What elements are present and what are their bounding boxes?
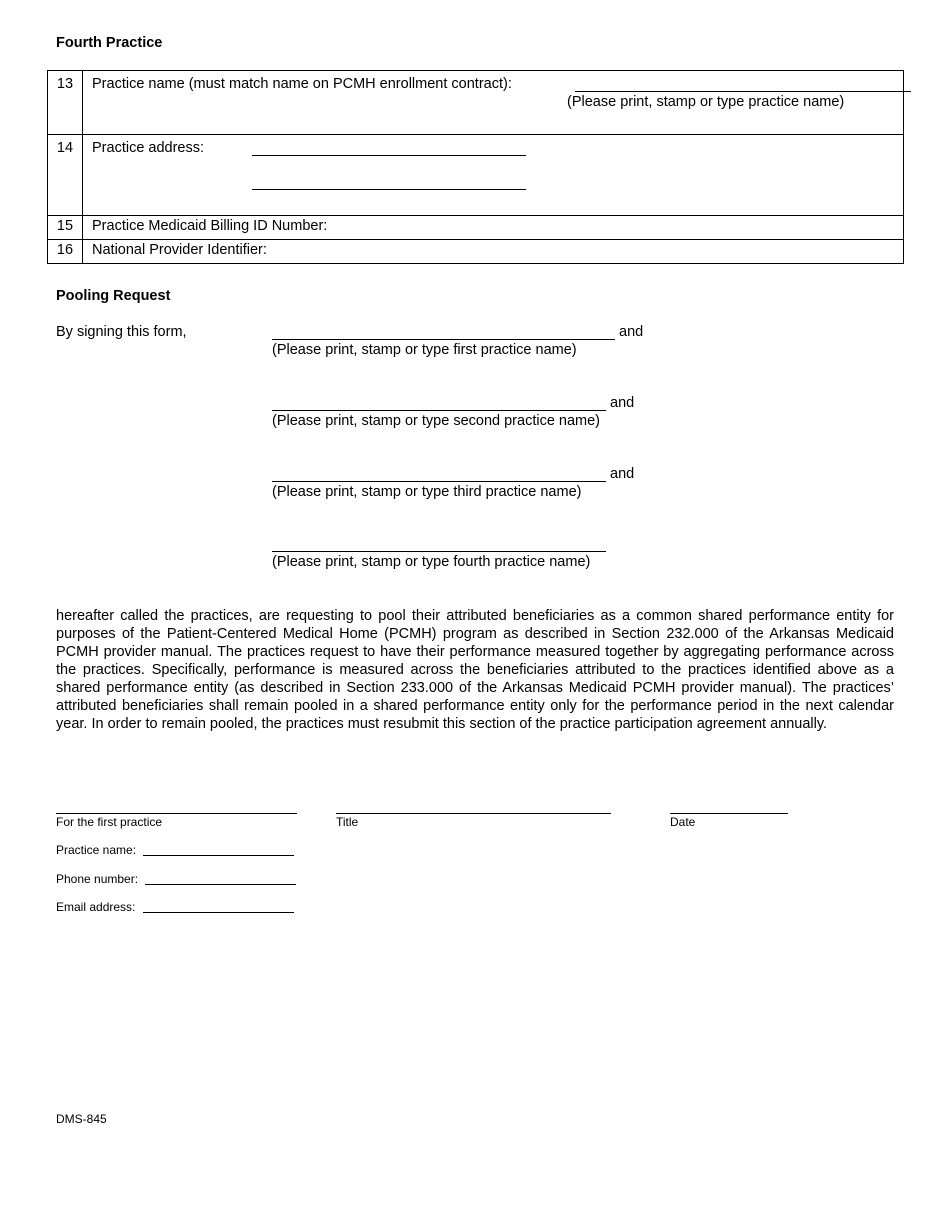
form-id: DMS-845	[56, 1112, 107, 1126]
email-address-label: Email address:	[56, 900, 136, 914]
practice-name-label: Practice name:	[56, 843, 137, 857]
practice-info-table	[47, 70, 904, 264]
table-row	[48, 240, 904, 264]
signature-practice-name-field[interactable]	[143, 855, 294, 856]
practice-name-label: Practice name (must match name on PCMH enrollment contract):	[92, 76, 512, 92]
medicaid-billing-id-field[interactable]: Practice Medicaid Billing ID Number:	[83, 216, 904, 240]
fourth-practice-name-field[interactable]	[272, 551, 606, 552]
row-number: 15	[48, 216, 83, 240]
practice-address-line-2[interactable]	[252, 189, 526, 190]
table-row	[48, 135, 904, 216]
pooling-title: Pooling Request	[56, 288, 171, 304]
phone-number-label: Phone number:	[56, 872, 139, 886]
date-field[interactable]	[670, 813, 788, 814]
row-number: 13	[48, 71, 83, 135]
first-practice-signature-field[interactable]	[56, 813, 297, 814]
practice-name-cell	[83, 71, 904, 135]
row-number: 14	[48, 135, 83, 216]
practice-address-line-1[interactable]	[252, 155, 526, 156]
email-address-field[interactable]	[143, 912, 294, 913]
fourth-practice-hint: (Please print, stamp or type fourth practice name)	[272, 554, 591, 570]
conjunction-and: and	[610, 466, 635, 482]
phone-number-field[interactable]	[145, 884, 296, 885]
for-first-practice-label: For the first practice	[56, 815, 163, 829]
pooling-paragraph: hereafter called the practices, are requesting to pool their attributed beneficiaries as a common shared performance entity for purposes of the Patient-Centered Medical Home (PCMH) program as described in Section 232.000 of the Arkansas Medicaid PCMH provider manual. The practices request to have their performance measured together by aggregating performance across the practices. Specifically, performance is measured across the beneficiaries attributed to the practices identified above as a shared performance entity (as described in Section 233.000 of the Arkansas Medicaid PCMH provider manual). The practices’ attributed beneficiaries shall remain pooled in a shared performance entity only for the performance period in the next calendar year. In order to remain pooled, the practices must resubmit this section of the practice participation agreement annually.	[56, 608, 894, 732]
table-row	[48, 71, 904, 135]
title-label: Title	[336, 815, 359, 829]
second-practice-name-field[interactable]	[272, 410, 606, 411]
practice-name-hint: (Please print, stamp or type practice name)	[567, 94, 845, 110]
row-number: 16	[48, 240, 83, 264]
first-practice-name-field[interactable]	[272, 339, 615, 340]
practice-address-cell	[83, 135, 904, 216]
third-practice-name-field[interactable]	[272, 481, 606, 482]
first-practice-hint: (Please print, stamp or type first practice name)	[272, 342, 577, 358]
conjunction-and: and	[619, 324, 644, 340]
pooling-intro: By signing this form,	[56, 324, 187, 340]
second-practice-hint: (Please print, stamp or type second practice name)	[272, 413, 601, 429]
practice-name-field[interactable]	[575, 91, 911, 92]
table-row	[48, 216, 904, 240]
section-title: Fourth Practice	[56, 35, 163, 51]
conjunction-and: and	[610, 395, 635, 411]
practice-address-label: Practice address:	[92, 140, 205, 156]
date-label: Date	[670, 815, 696, 829]
title-field[interactable]	[336, 813, 611, 814]
npi-field[interactable]: National Provider Identifier:	[83, 240, 904, 264]
third-practice-hint: (Please print, stamp or type third practice name)	[272, 484, 582, 500]
